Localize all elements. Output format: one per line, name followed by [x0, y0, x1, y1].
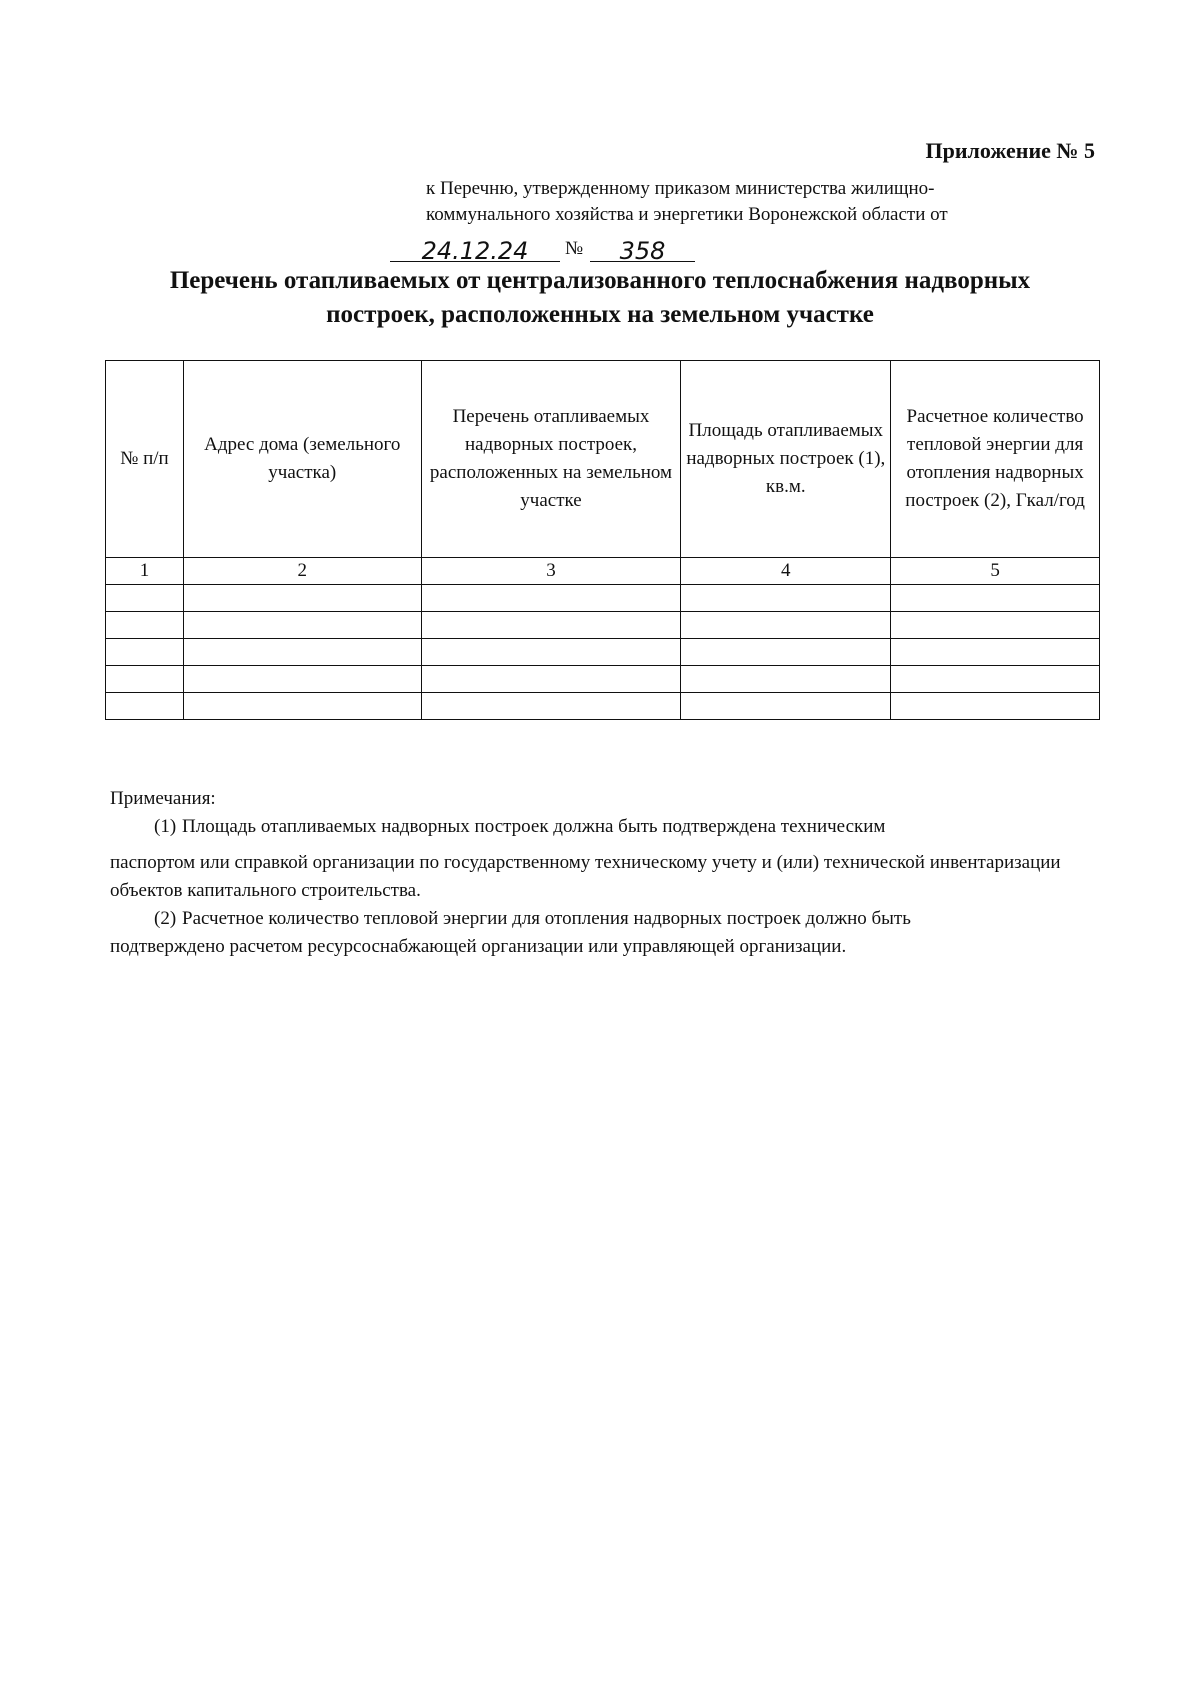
table-row [106, 612, 1100, 639]
column-number: 1 [106, 558, 184, 585]
notes-heading: Примечания: [110, 788, 216, 809]
table-cell [421, 612, 681, 639]
table-cell [681, 612, 891, 639]
column-number: 2 [183, 558, 421, 585]
table-cell [681, 639, 891, 666]
order-date-number [390, 237, 710, 267]
title-line-1: Перечень отапливаемых от централизованного теплоснабжения надворных [169, 267, 1031, 294]
note-1-text-start: Площадь отапливаемых надворных построек должна быть подтверждена техническим [182, 816, 886, 837]
column-number: 3 [421, 558, 681, 585]
number-sign: № [565, 238, 584, 259]
note-1-marker: (1) [154, 816, 177, 837]
table-cell [681, 666, 891, 693]
table-cell [891, 693, 1100, 720]
table-cell [421, 666, 681, 693]
table-cell [421, 693, 681, 720]
column-header-address: Адрес дома (земельного участка) [183, 361, 421, 558]
table-cell [681, 693, 891, 720]
appendix-label: Приложение № 5 [925, 138, 1095, 163]
table-cell [106, 585, 184, 612]
document-title [100, 264, 1100, 332]
note-2-first-line [110, 905, 1100, 933]
note-2-text-rest: подтверждено расчетом ресурсоснабжающей организации или управляющей организации. [110, 936, 847, 957]
column-header-heat-energy: Расчетное количество тепловой энергии для отопления надворных построек (2), Гкал/год [891, 361, 1100, 558]
reference-block [426, 176, 1086, 228]
table-cell [891, 666, 1100, 693]
reference-line-2: коммунального хозяйства и энергетики Воронежской области от [426, 204, 948, 225]
note-2-marker: (2) [154, 908, 177, 929]
title-line-2: построек, расположенных на земельном участке [326, 301, 874, 328]
note-1-first-line [110, 813, 1100, 841]
table-cell [183, 612, 421, 639]
table-cell [891, 639, 1100, 666]
column-numbers-row [106, 558, 1100, 585]
table-cell [183, 585, 421, 612]
table-cell [891, 585, 1100, 612]
table-cell [183, 693, 421, 720]
table-cell [891, 612, 1100, 639]
column-header-area: Площадь отапливаемых надворных построек (1), кв.м. [681, 361, 891, 558]
table-row [106, 639, 1100, 666]
table-row [106, 693, 1100, 720]
table-row [106, 666, 1100, 693]
note-2-text-start: Расчетное количество тепловой энергии для отопления надворных построек должно быть [182, 908, 911, 929]
table-row [106, 585, 1100, 612]
table-cell [681, 585, 891, 612]
table-cell [183, 639, 421, 666]
order-date-handwritten: 24.12.24 [390, 237, 560, 262]
order-number-handwritten: 358 [590, 237, 695, 262]
column-header-number: № п/п [106, 361, 184, 558]
table-cell [106, 612, 184, 639]
note-1-text-rest: паспортом или справкой организации по государственному техническому учету и (или) технической инвентаризации объектов капитального строительства. [110, 852, 1061, 901]
notes-section [110, 785, 1100, 961]
table-cell [106, 639, 184, 666]
table-cell [421, 639, 681, 666]
table-cell [106, 693, 184, 720]
reference-line-1: к Перечню, утвержденному приказом министерства жилищно- [426, 178, 935, 199]
table-cell [106, 666, 184, 693]
column-header-outbuildings: Перечень отапливаемых надворных построек, расположенных на земельном участке [421, 361, 681, 558]
column-number: 4 [681, 558, 891, 585]
column-number: 5 [891, 558, 1100, 585]
table-cell [421, 585, 681, 612]
table-header-row [106, 361, 1100, 558]
table-cell [183, 666, 421, 693]
outbuildings-table [105, 360, 1100, 720]
note-spacer [110, 841, 1100, 849]
